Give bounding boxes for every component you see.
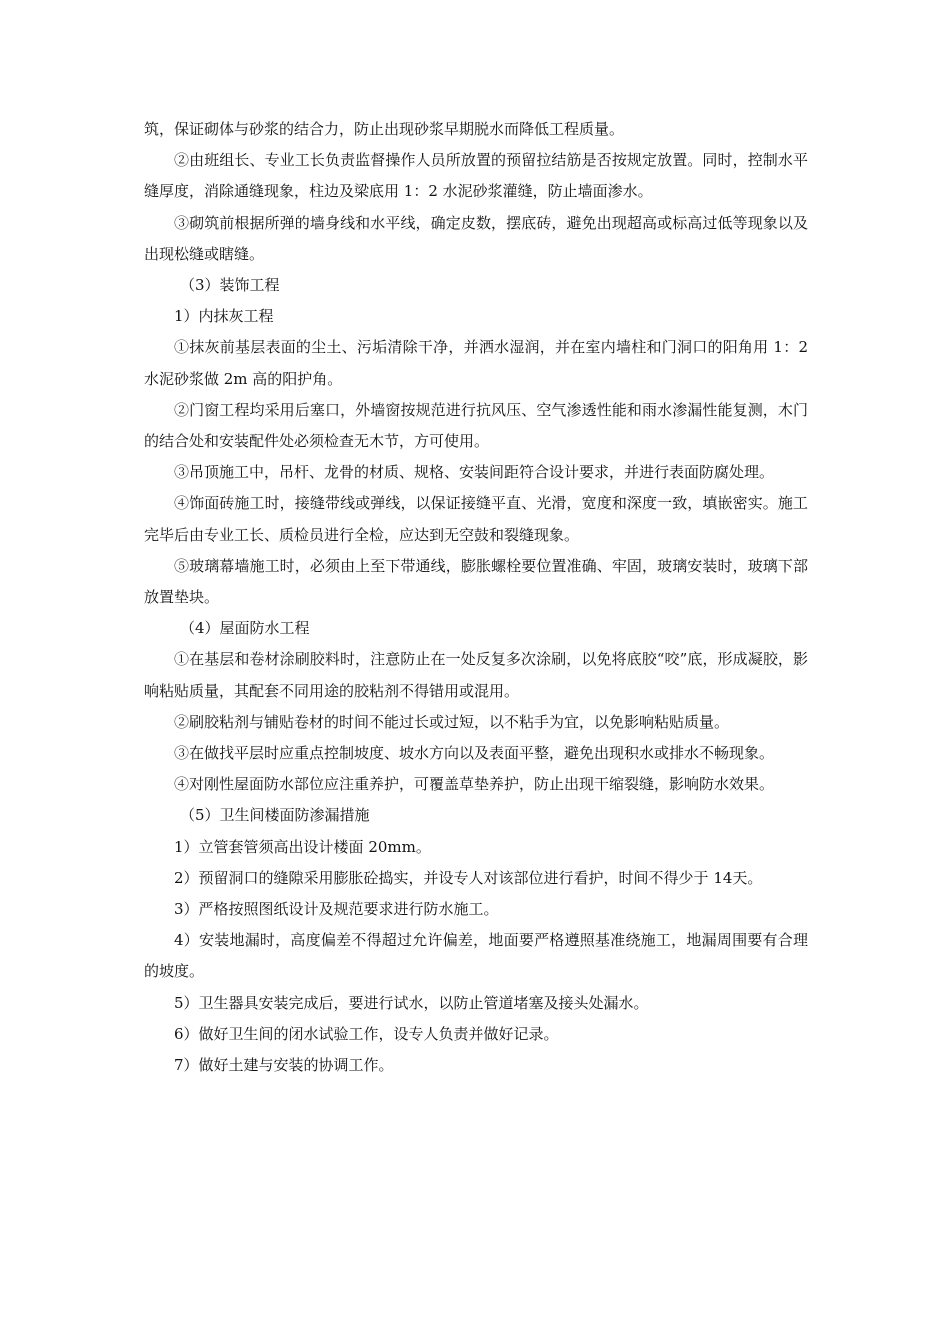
section-heading-bathroom: （5）卫生间楼面防渗漏措施 <box>180 806 370 825</box>
paragraph-bathroom-5: 5）卫生器具安装完成后，要进行试水，以防止管道堵塞及接头处漏水。 <box>174 993 649 1012</box>
section-heading-roof-waterproof: （4）屋面防水工程 <box>180 619 310 638</box>
paragraph-plaster-2: ②门窗工程均采用后塞口，外墙窗按规范进行抗风压、空气渗透性能和雨水渗漏性能复测，木门的结合处和安装配件处必须检查无木节，方可使用。 <box>144 400 808 451</box>
paragraph-plaster-4: ④饰面砖施工时，接缝带线或弹线，以保证接缝平直、光滑，宽度和深度一致，填嵌密实。施工完毕后由专业工长、质检员进行全检，应达到无空鼓和裂缝现象。 <box>144 494 808 544</box>
paragraph-continuation: 筑，保证砌体与砂浆的结合力，防止出现砂浆早期脱水而降低工程质量。 <box>144 120 625 138</box>
paragraph-bathroom-6: 6）做好卫生间的闭水试验工作，设专人负责并做好记录。 <box>174 1024 559 1043</box>
paragraph-plaster-1: ①抹灰前基层表面的尘土、污垢清除干净，并洒水湿润，并在室内墙柱和门洞口的阳角用 1：2 水泥砂浆做 2m 高的阳护角。 <box>144 338 808 388</box>
paragraph-bathroom-4: 4）安装地漏时，高度偏差不得超过允许偏差，地面要严格遵照基准绕施工，地漏周围要有合理的坡度。 <box>144 931 808 981</box>
paragraph-plaster-5: ⑤玻璃幕墙施工时，必须由上至下带通线，膨胀螺栓要位置准确、牢固，玻璃安装时，玻璃下部放置垫块。 <box>144 556 808 607</box>
paragraph-masonry-2: ②由班组长、专业工长负责监督操作人员所放置的预留拉结筋是否按规定放置。同时，控制水平缝厚度，消除通缝现象，柱边及梁底用 1：2 水泥砂浆灌缝，防止墙面渗水。 <box>144 151 808 201</box>
subheading-interior-plaster: 1）内抹灰工程 <box>174 307 274 326</box>
document-body <box>144 114 808 1081</box>
paragraph-plaster-3: ③吊顶施工中，吊杆、龙骨的材质、规格、安装间距符合设计要求，并进行表面防腐处理。 <box>174 463 775 482</box>
paragraph-bathroom-1: 1）立管套管须高出设计楼面 20mm。 <box>174 837 431 856</box>
paragraph-masonry-3: ③砌筑前根据所弹的墙身线和水平线，确定皮数，摆底砖，避免出现超高或标高过低等现象以及出现松缝或瞎缝。 <box>144 213 808 263</box>
section-heading-decoration: （3）装饰工程 <box>180 276 280 295</box>
paragraph-bathroom-7: 7）做好土建与安装的协调工作。 <box>174 1056 394 1075</box>
paragraph-roof-2: ②刷胶粘剂与铺贴卷材的时间不能过长或过短，以不粘手为宜，以免影响粘贴质量。 <box>174 712 730 731</box>
paragraph-roof-1: ①在基层和卷材涂刷胶料时，注意防止在一处反复多次涂刷，以免将底胶“咬”底，形成凝胶，影响粘贴质量，其配套不同用途的胶粘剂不得错用或混用。 <box>144 650 808 700</box>
paragraph-bathroom-2: 2）预留洞口的缝隙采用膨胀砼捣实，并设专人对该部位进行看护，时间不得少于 14天。 <box>174 868 763 887</box>
paragraph-roof-4: ④对刚性屋面防水部位应注重养护，可覆盖草垫养护，防止出现干缩裂缝，影响防水效果。 <box>174 775 775 794</box>
paragraph-bathroom-3: 3）严格按照图纸设计及规范要求进行防水施工。 <box>174 900 499 919</box>
paragraph-roof-3: ③在做找平层时应重点控制坡度、坡水方向以及表面平整，避免出现积水或排水不畅现象。 <box>174 744 775 763</box>
